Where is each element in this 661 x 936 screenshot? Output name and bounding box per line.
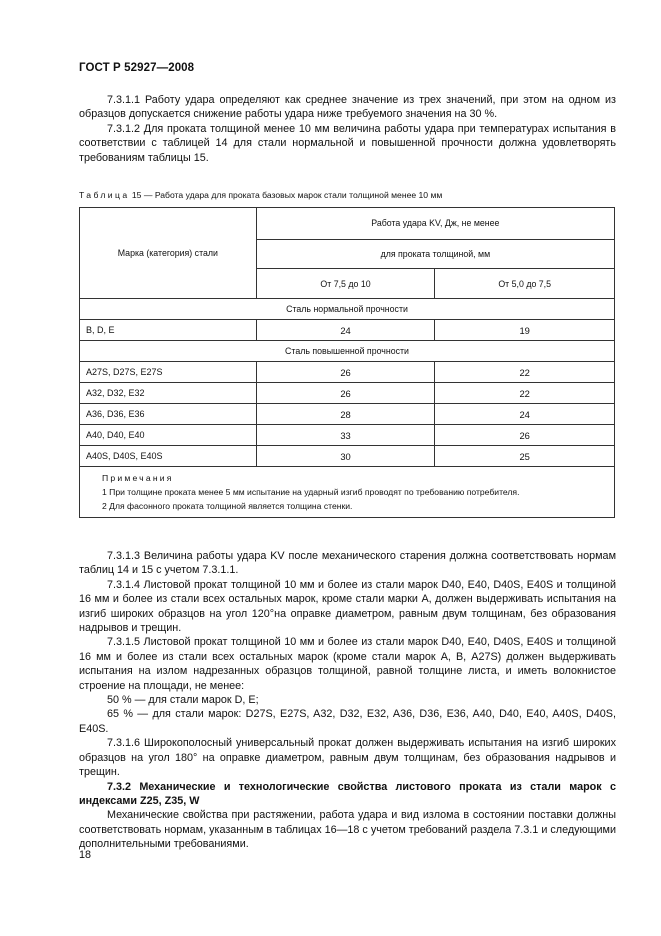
- table-caption-text: 15 — Работа удара для проката базовых марок стали толщиной менее 10 мм: [131, 190, 443, 200]
- list-item-50: 50 % — для стали марок D, E;: [107, 694, 259, 707]
- value-cell-a: 24: [256, 320, 435, 341]
- table-row: [80, 362, 615, 383]
- document-id: ГОСТ Р 52927—2008: [79, 62, 195, 74]
- value-cell-b: 24: [435, 404, 615, 425]
- paragraph-7-3-1-3: 7.3.1.3 Величина работы удара KV после механического старения должна соответствовать нормам таблиц 14 и 15 с учетом 7.3.1.1.: [79, 550, 616, 577]
- value-cell-a: 33: [256, 425, 435, 446]
- table-row: [80, 425, 615, 446]
- group-normal-strength: Сталь нормальной прочности: [80, 299, 615, 320]
- grade-cell: A40, D40, E40: [80, 425, 257, 446]
- table-notes: [80, 467, 615, 518]
- paragraph-7-3-1-4: 7.3.1.4 Листовой прокат толщиной 10 мм и более из стали марок D40, E40, D40S, E40S и толщиной 16 мм и более из стали всех остальных марок, кроме стали марки А, должен выдерживать испытания на изгиб широких образцов на угол 120°на оправке диаметром, равным двум толщинам, без образования надрывов и трещин.: [79, 578, 616, 635]
- value-cell-b: 26: [435, 425, 615, 446]
- value-cell-a: 26: [256, 362, 435, 383]
- header-thickness: для проката толщиной, мм: [256, 239, 614, 269]
- value-cell-a: 28: [256, 404, 435, 425]
- grade-cell: A32, D32, E32: [80, 383, 257, 404]
- header-impact-work: Работа удара KV, Дж, не менее: [256, 208, 614, 240]
- table-row: [80, 383, 615, 404]
- paragraph-7-3-1-6: 7.3.1.6 Широкополосный универсальный прокат должен выдерживать испытания на изгиб широких образцов на угол 180° на оправке диаметром, равным двум толщинам, без образования надрывов и трещин.: [79, 737, 616, 779]
- paragraph-7-3-1-5: 7.3.1.5 Листовой прокат толщиной 10 мм и более из стали марок D40, E40, D40S, E40S и толщиной 16 мм и более из стали всех остальных марок (кроме стали марок А, В, A27S) должен выдерживать испытания на излом надрезанных образцов толщиной, равной толщине листа, и иметь волокнистое строение на площади, не менее:: [79, 636, 616, 692]
- body-text: [79, 549, 616, 852]
- grade-cell: A27S, D27S, E27S: [80, 362, 257, 383]
- paragraph-7-3-1-1: 7.3.1.1 Работу удара определяют как среднее значение из трех значений, при этом на одном из образцов допускается снижение работы удара ниже требуемого значения на 30 %.: [79, 94, 616, 121]
- header-grade: Марка (категория) стали: [80, 208, 257, 299]
- grade-cell: A40S, D40S, E40S: [80, 446, 257, 467]
- table-caption: [79, 190, 442, 200]
- value-cell-b: 22: [435, 383, 615, 404]
- grade-cell: B, D, E: [80, 320, 257, 341]
- header-thickness-b: От 5,0 до 7,5: [435, 269, 615, 299]
- page-number: 18: [79, 849, 92, 861]
- header-thickness-a: От 7,5 до 10: [256, 269, 435, 299]
- value-cell-b: 22: [435, 362, 615, 383]
- group-high-strength: Сталь повышенной прочности: [80, 341, 615, 362]
- table-caption-prefix: Таблица: [79, 190, 130, 200]
- note-1: 1 При толщине проката менее 5 мм испытание на ударный изгиб проводят по требованию потребителя.: [102, 487, 520, 497]
- value-cell-a: 26: [256, 383, 435, 404]
- value-cell-b: 25: [435, 446, 615, 467]
- note-2: 2 Для фасонного проката толщиной является толщина стенки.: [102, 501, 353, 511]
- grade-cell: A36, D36, E36: [80, 404, 257, 425]
- table-row: [80, 404, 615, 425]
- paragraph-7-3-2-text: Механические свойства при растяжении, работа удара и вид излома в состоянии поставки должны соответствовать нормам, указанным в таблицах 16—18 с учетом требований раздела 7.3.1 и следующими дополнительными требованиями.: [79, 809, 616, 851]
- value-cell-a: 30: [256, 446, 435, 467]
- list-item-65: 65 % — для стали марок: D27S, E27S, A32, D32, E32, A36, D36, E36, A40, D40, E40, A40S, D40S, E40S.: [79, 708, 616, 735]
- table-15: [79, 207, 615, 518]
- value-cell-b: 19: [435, 320, 615, 341]
- paragraph-7-3-1-2: 7.3.1.2 Для проката толщиной менее 10 мм величина работы удара при температурах испытания в соответствии с таблицей 14 для стали нормальной и повышенной прочности должна удовлетворять требованиям таблицы 15.: [79, 122, 616, 164]
- table-row: [80, 320, 615, 341]
- intro-text: [79, 93, 616, 165]
- section-heading-7-3-2: 7.3.2 Механические и технологические свойства листового проката из стали марок с индексами Z25, Z35, W: [79, 780, 616, 807]
- table-row: [80, 446, 615, 467]
- notes-title: Примечания: [102, 473, 174, 483]
